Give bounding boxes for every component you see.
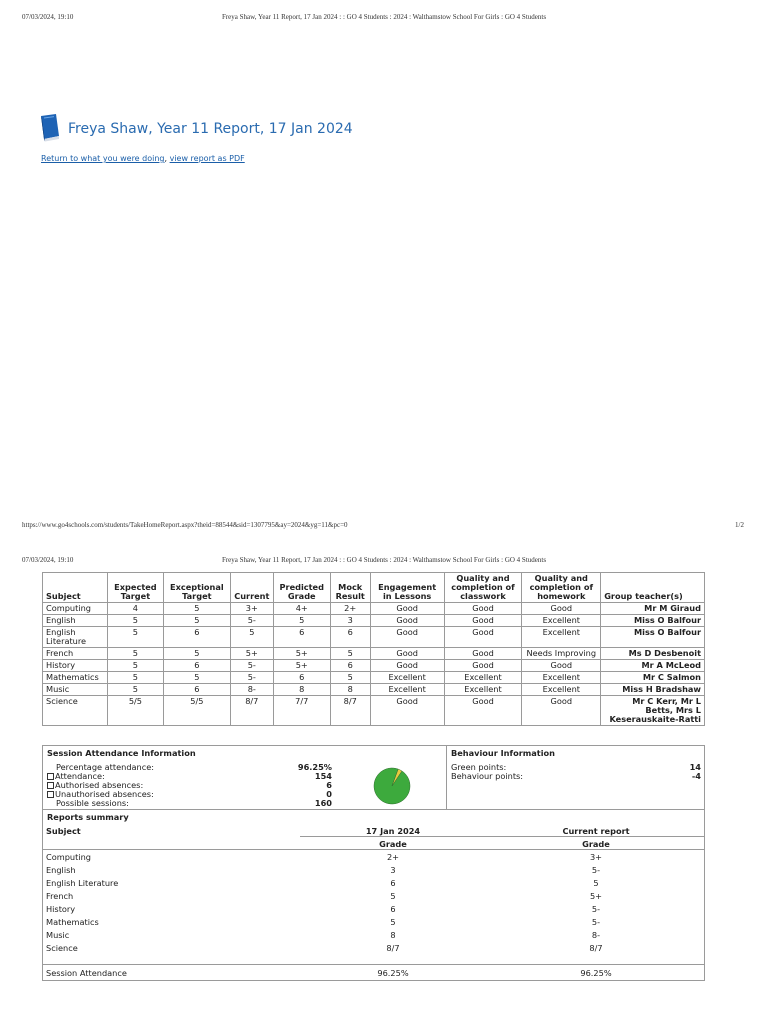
attendance-value: 0	[326, 789, 332, 799]
print-url: https://www.go4schools.com/students/TakeHomeReport.aspx?theid=88544&sid=1307795&ay=2024&yg=11&pc=0	[22, 521, 348, 529]
report-links	[41, 154, 245, 163]
grade-cell: 8	[390, 930, 396, 940]
subject-cell: Computing	[43, 603, 108, 615]
grade-cell: 5+	[273, 660, 330, 672]
attendance-value: 154	[314, 771, 332, 781]
grade-cell: 5-	[591, 865, 601, 875]
attendance-label: Possible sessions:	[56, 798, 129, 808]
grade-cell: Good	[522, 696, 601, 726]
book-icon	[38, 112, 62, 146]
print-title: Freya Shaw, Year 11 Report, 17 Jan 2024 : : GO 4 Students : 2024 : Walthamstow School For Girls : GO 4 Students	[221, 13, 547, 21]
reports-summary-heading: Reports summary	[47, 812, 129, 822]
grade-cell: 5	[390, 891, 396, 901]
grade-cell: 6	[273, 627, 330, 648]
column-header: Quality and completion of homework	[522, 573, 601, 603]
session-attendance-value: 96.25%	[377, 968, 409, 978]
behaviour-points-label: Behaviour points:	[451, 771, 524, 781]
grade-cell: 5	[107, 648, 163, 660]
grade-cell: Good	[444, 648, 522, 660]
grade-cell: Good	[370, 696, 444, 726]
print-page-number: 1/2	[735, 521, 744, 529]
grade-cell: Excellent	[522, 627, 601, 648]
attendance-row	[47, 799, 332, 808]
grade-cell: 5	[107, 672, 163, 684]
attendance-heading: Session Attendance Information	[47, 748, 196, 758]
attendance-checkbox[interactable]	[47, 782, 54, 789]
reports-summary-row	[46, 865, 700, 875]
divider	[42, 849, 705, 850]
behaviour-row	[451, 772, 701, 781]
reports-summary-row	[46, 930, 700, 940]
session-attendance-row	[46, 968, 700, 978]
behaviour-points-value: -4	[691, 771, 701, 781]
grade-cell: 8/7	[230, 696, 273, 726]
subject-label: Subject	[46, 826, 81, 836]
grade-cell: 5	[593, 878, 599, 888]
subject-cell: French	[46, 891, 74, 901]
grade-cell: Excellent	[444, 684, 522, 696]
subject-cell: Mathematics	[43, 672, 108, 684]
reports-summary-row	[46, 904, 700, 914]
green-points-value: 14	[689, 762, 701, 772]
subject-cell: Music	[43, 684, 108, 696]
teacher-cell: Mr A McLeod	[601, 660, 705, 672]
reports-summary-row	[46, 917, 700, 927]
grade-cell: 5-	[230, 615, 273, 627]
column-header: Exceptional Target	[163, 573, 230, 603]
divider	[300, 836, 705, 837]
grade-cell: Good	[444, 696, 522, 726]
grade-cell: 6	[390, 878, 396, 888]
grade-cell: Needs Improving	[522, 648, 601, 660]
subject-cell: French	[43, 648, 108, 660]
grade-cell: 6	[163, 627, 230, 648]
grade-cell: Excellent	[370, 684, 444, 696]
reports-summary-row	[46, 943, 700, 953]
teacher-cell: Ms D Desbenoit	[601, 648, 705, 660]
view-pdf-link[interactable]: view report as PDF	[169, 154, 245, 163]
grade-cell: 5	[163, 672, 230, 684]
attendance-label: Percentage attendance:	[56, 762, 155, 772]
grade-cell: Excellent	[444, 672, 522, 684]
link-separator: ,	[164, 154, 170, 163]
behaviour-panel	[446, 745, 705, 810]
teacher-cell: Miss O Balfour	[601, 615, 705, 627]
grade-cell: 6	[163, 684, 230, 696]
grade-cell: Good	[370, 603, 444, 615]
grade-cell: 5	[330, 648, 370, 660]
table-row	[43, 672, 705, 684]
subject-cell: Science	[43, 696, 108, 726]
grade-cell: 5	[230, 627, 273, 648]
grade-label: Grade	[582, 839, 610, 849]
grade-cell: Excellent	[522, 615, 601, 627]
grade-cell: Good	[444, 627, 522, 648]
grade-cell: 2+	[330, 603, 370, 615]
grade-cell: 6	[163, 660, 230, 672]
grade-cell: 7/7	[273, 696, 330, 726]
grade-cell: 3	[390, 865, 396, 875]
grade-cell: 6	[273, 672, 330, 684]
report-title: Freya Shaw, Year 11 Report, 17 Jan 2024	[68, 121, 353, 137]
report-date-header: 17 Jan 2024	[365, 826, 421, 836]
grade-cell: 3+	[230, 603, 273, 615]
table-row	[43, 615, 705, 627]
attendance-checkbox[interactable]	[47, 773, 54, 780]
grade-cell: Good	[522, 660, 601, 672]
grade-cell: 5	[163, 603, 230, 615]
grade-cell: 5	[107, 684, 163, 696]
grade-cell: Good	[370, 615, 444, 627]
grade-cell: 5	[107, 615, 163, 627]
subject-cell: Mathematics	[46, 917, 99, 927]
grade-cell: Good	[444, 603, 522, 615]
teacher-cell: Mr M Giraud	[601, 603, 705, 615]
grade-cell: 5-	[230, 660, 273, 672]
grade-cell: 5	[107, 627, 163, 648]
grade-cell: 3	[330, 615, 370, 627]
teacher-cell: Mr C Salmon	[601, 672, 705, 684]
grade-cell: 8/7	[386, 943, 400, 953]
teacher-cell: Mr C Kerr, Mr L Betts, Mrs L Keserauskaite-Ratti	[601, 696, 705, 726]
table-row	[43, 648, 705, 660]
attendance-value: 6	[326, 780, 332, 790]
print-datetime: 07/03/2024, 19:10	[22, 556, 74, 564]
table-row	[43, 627, 705, 648]
reports-summary-row	[46, 878, 700, 888]
grade-cell: 2+	[386, 852, 400, 862]
behaviour-heading: Behaviour Information	[451, 748, 555, 758]
attendance-label: Attendance:	[55, 771, 105, 781]
attendance-label: Unauthorised absences:	[55, 789, 154, 799]
table-row	[43, 684, 705, 696]
grade-cell: Good	[444, 615, 522, 627]
grade-cell: 8	[330, 684, 370, 696]
attendance-label: Authorised absences:	[55, 780, 144, 790]
grade-cell: 4	[107, 603, 163, 615]
teacher-cell: Miss H Bradshaw	[601, 684, 705, 696]
grade-cell: Excellent	[522, 684, 601, 696]
table-row	[43, 660, 705, 672]
grade-cell: 5	[330, 672, 370, 684]
column-header: Quality and completion of classwork	[444, 573, 522, 603]
column-header: Mock Result	[330, 573, 370, 603]
subject-cell: English Literature	[43, 627, 108, 648]
column-header: Current	[230, 573, 273, 603]
teacher-cell: Miss O Balfour	[601, 627, 705, 648]
subject-results-table	[42, 572, 705, 726]
subject-cell: English	[43, 615, 108, 627]
grade-cell: 4+	[273, 603, 330, 615]
divider	[42, 964, 705, 965]
print-datetime: 07/03/2024, 19:10	[22, 13, 74, 21]
attendance-checkbox[interactable]	[47, 791, 54, 798]
subject-cell: History	[46, 904, 76, 914]
grade-cell: 8	[273, 684, 330, 696]
grade-cell: 5	[163, 615, 230, 627]
grade-cell: 5-	[230, 672, 273, 684]
report-title-row	[38, 112, 353, 146]
grade-label: Grade	[379, 839, 407, 849]
grade-cell: 8/7	[330, 696, 370, 726]
grade-cell: 5	[390, 917, 396, 927]
grade-cell: 5	[273, 615, 330, 627]
grade-cell: Excellent	[370, 672, 444, 684]
table-row	[43, 696, 705, 726]
grade-cell: 8-	[591, 930, 601, 940]
grade-cell: Good	[370, 648, 444, 660]
subject-cell: Computing	[46, 852, 91, 862]
subject-cell: History	[43, 660, 108, 672]
grade-cell: 6	[330, 627, 370, 648]
session-attendance-label: Session Attendance	[46, 968, 127, 978]
grade-cell: 5-	[591, 917, 601, 927]
reports-summary-row	[46, 891, 700, 901]
subject-cell: Science	[46, 943, 78, 953]
grade-cell: 6	[390, 904, 396, 914]
return-link[interactable]: Return to what you were doing	[41, 154, 165, 163]
reports-summary-row	[46, 852, 700, 862]
grade-cell: 8-	[230, 684, 273, 696]
grade-cell: 5+	[589, 891, 603, 901]
grade-cell: Excellent	[522, 672, 601, 684]
grade-cell: 5/5	[163, 696, 230, 726]
grade-cell: 5-	[591, 904, 601, 914]
grade-cell: 6	[330, 660, 370, 672]
table-header-row	[43, 573, 705, 603]
grade-cell: 3+	[589, 852, 603, 862]
grade-cell: 5	[107, 660, 163, 672]
subject-cell: English Literature	[46, 878, 119, 888]
grade-cell: Good	[370, 660, 444, 672]
column-header: Group teacher(s)	[601, 573, 705, 603]
grade-cell: Good	[522, 603, 601, 615]
column-header: Expected Target	[107, 573, 163, 603]
table-row	[43, 603, 705, 615]
current-report-header: Current report	[562, 826, 630, 836]
column-header: Predicted Grade	[273, 573, 330, 603]
column-header: Subject	[43, 573, 108, 603]
attendance-panel	[42, 745, 447, 810]
grade-cell: 5/5	[107, 696, 163, 726]
grade-cell: 5+	[230, 648, 273, 660]
subject-cell: Music	[46, 930, 70, 940]
attendance-value: 96.25%	[297, 762, 332, 772]
attendance-value: 160	[314, 798, 332, 808]
session-attendance-value: 96.25%	[580, 968, 612, 978]
grade-cell: Good	[444, 660, 522, 672]
grade-cell: 8/7	[589, 943, 603, 953]
green-points-label: Green points:	[451, 762, 507, 772]
column-header: Engagement in Lessons	[370, 573, 444, 603]
print-title: Freya Shaw, Year 11 Report, 17 Jan 2024 : : GO 4 Students : 2024 : Walthamstow School For Girls : GO 4 Students	[221, 556, 547, 564]
grade-cell: 5	[163, 648, 230, 660]
grade-cell: Good	[370, 627, 444, 648]
grade-cell: 5+	[273, 648, 330, 660]
subject-cell: English	[46, 865, 76, 875]
attendance-pie-chart	[372, 766, 412, 808]
